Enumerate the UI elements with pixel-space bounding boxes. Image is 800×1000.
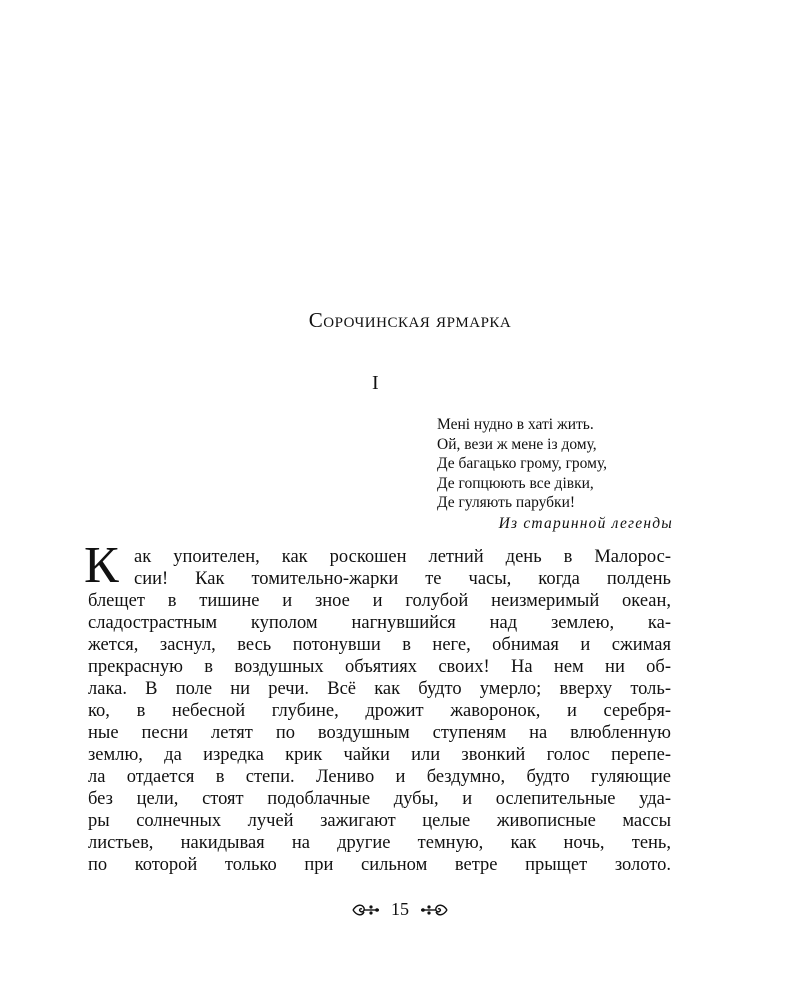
epigraph-source: Из старинной легенды [498, 514, 673, 532]
paragraph-line: сии! Как томительно-жарки те часы, когда полдень [134, 569, 671, 589]
epigraph-line: Мені нудно в хаті жить. [437, 416, 594, 433]
chapter-number: I [372, 372, 379, 394]
paragraph-line: лака. В поле ни речи. Всё как будто умерло; вверху толь- [88, 679, 671, 699]
paragraph-line: листьев, накидывая на другие темную, как ночь, тень, [88, 833, 671, 853]
drop-cap: К [84, 537, 119, 594]
paragraph-line: без цели, стоят подоблачные дубы, и ослепительные уда- [88, 789, 671, 809]
paragraph-line: ак упоителен, как роскошен летний день в Малорос- [134, 547, 671, 567]
epigraph [437, 415, 677, 533]
fleuron-left-icon [351, 902, 381, 918]
paragraph-line: по которой только при сильном ветре прыщет золото. [88, 855, 671, 875]
page-number: 15 [391, 899, 409, 920]
paragraph-line: жется, заснул, весь потонувши в неге, обнимая и сжимая [88, 635, 671, 655]
paragraph-line: блещет в тишине и зное и голубой неизмеримый океан, [88, 591, 671, 611]
chapter-title-rest: орочинская ярмарка [323, 308, 512, 332]
epigraph-line: Де багацько грому, грому, [437, 455, 608, 472]
page-footer [0, 898, 800, 920]
paragraph-line: ры солнечных лучей зажигают целые живописные массы [88, 811, 671, 831]
epigraph-line: Де гопцюють все дівки, [437, 474, 594, 492]
paragraph-line: ла отдается в степи. Лениво и бездумно, будто гуляющие [88, 767, 671, 787]
epigraph-line: Де гуляють парубки! [437, 494, 576, 511]
chapter-title [0, 308, 800, 333]
body-paragraph [84, 537, 671, 876]
paragraph-line: ко, в небесной глубине, дрожит жаворонок, и серебря- [88, 701, 671, 721]
fleuron-right-icon [419, 902, 449, 918]
paragraph-line: ные песни летят по воздушным ступеням на влюбленную [88, 723, 671, 743]
paragraph-line: прекрасную в воздушных объятиях своих! На нем ни об- [88, 657, 671, 677]
paragraph-line: сладострастным куполом нагнувшийся над землею, ка- [88, 613, 671, 633]
chapter-title-initial: С [308, 308, 324, 332]
epigraph-line: Ой, вези ж мене із дому, [437, 435, 597, 453]
paragraph-line: землю, да изредка крик чайки или звонкий голос перепе- [88, 745, 671, 765]
